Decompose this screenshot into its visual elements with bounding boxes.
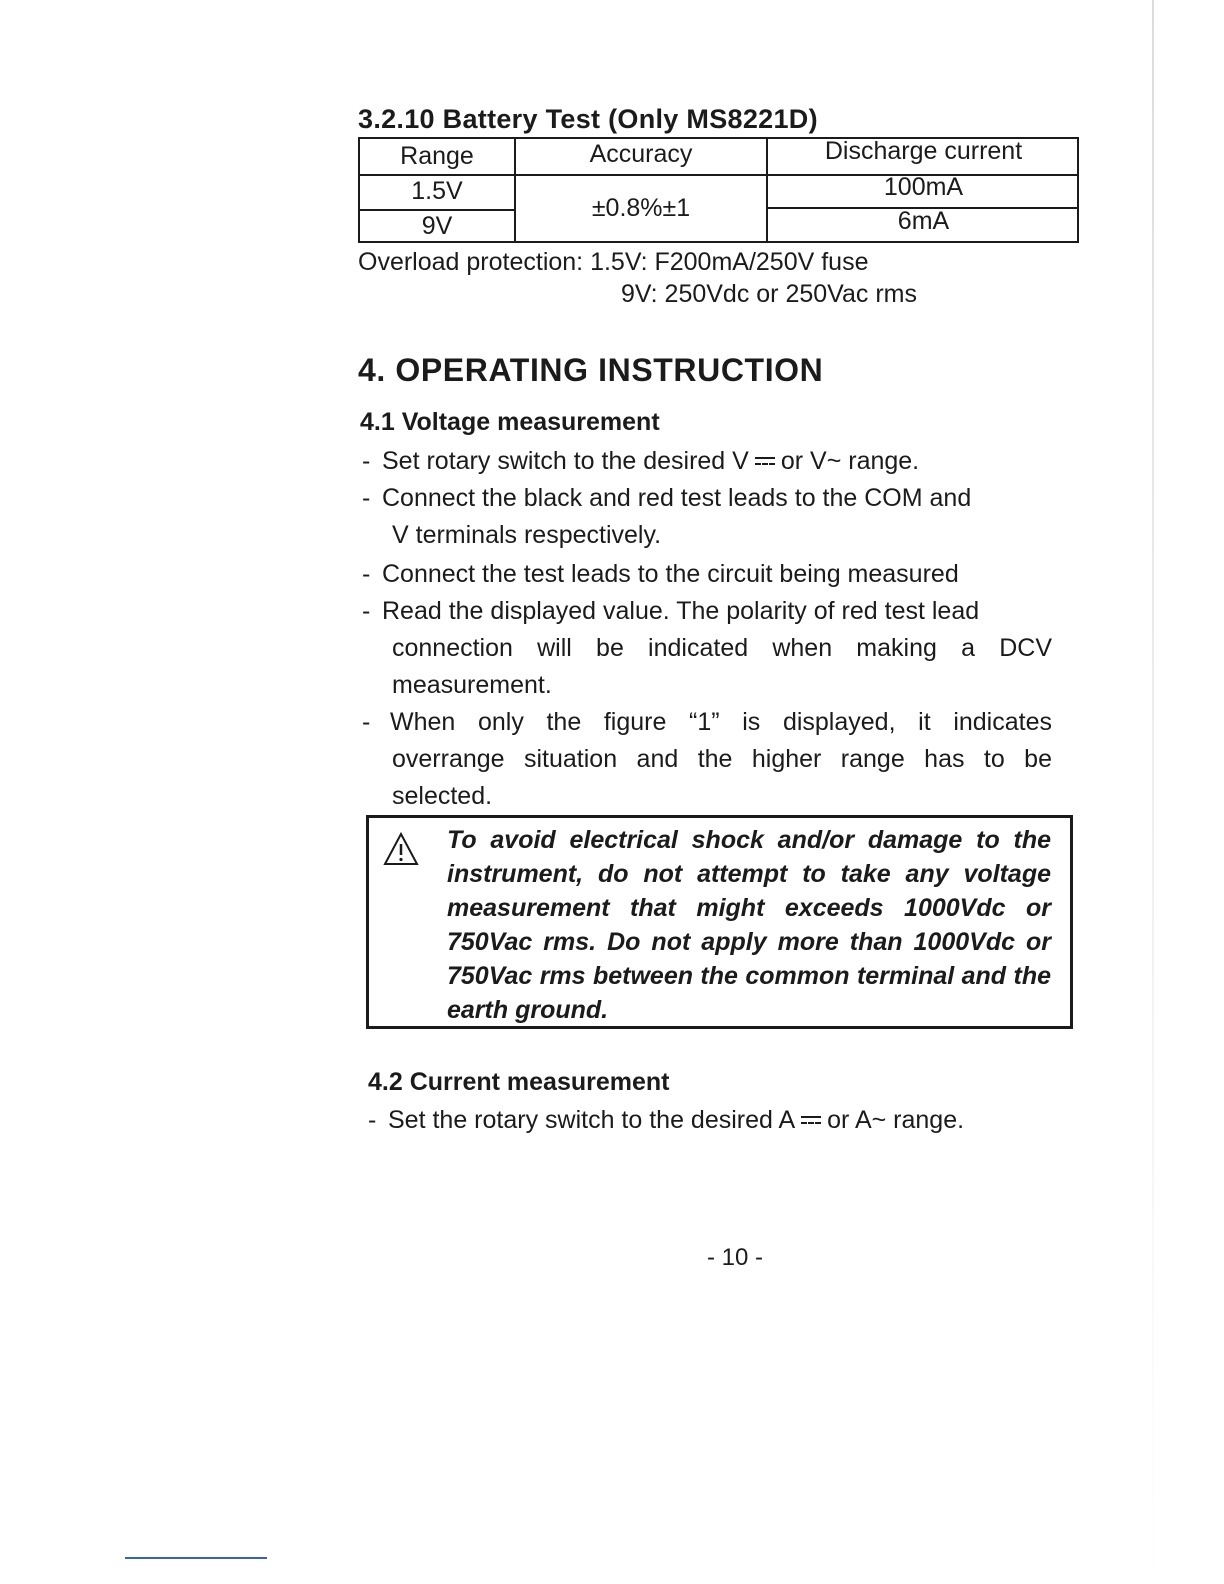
page-edge (1152, 0, 1154, 1584)
list-item: - Read the displayed value. The polarity of red test lead connection will be indicated when making a DCV measurement. (362, 597, 1052, 699)
battery-test-table (358, 137, 1079, 243)
table-cell-discharge: 100mA (883, 173, 964, 201)
scan-mark (125, 1557, 267, 1559)
current-measurement-heading: 4.2 Current measurement (368, 1068, 670, 1096)
table-divider (360, 209, 514, 211)
table-cell-range: 9V (421, 212, 453, 240)
list-item: - When only the figure “1” is displayed, it indicates overrange situation and the higher range has to be selected. (362, 708, 1052, 810)
warning-box (366, 815, 1073, 1029)
warning-triangle-icon (383, 832, 419, 866)
list-item: - Set rotary switch to the desired V or V~ range. (362, 447, 920, 475)
table-header-accuracy: Accuracy (589, 140, 693, 168)
dc-symbol-icon (801, 1114, 821, 1128)
table-header-discharge: Discharge current (824, 137, 1023, 165)
page-number: - 10 - (706, 1244, 763, 1271)
battery-test-heading: 3.2.10 Battery Test (Only MS8221D) (358, 104, 818, 134)
list-item: - Connect the black and red test leads to the COM and V terminals respectively. (362, 484, 972, 549)
overload-protection-line-2: 9V: 250Vdc or 250Vac rms (621, 280, 917, 308)
operating-instruction-heading: 4. OPERATING INSTRUCTION (358, 352, 824, 388)
voltage-measurement-heading: 4.1 Voltage measurement (360, 408, 660, 436)
dc-symbol-icon (755, 455, 775, 469)
table-header-range: Range (400, 142, 474, 170)
warning-text: To avoid electrical shock and/or damage to the instrument, do not attempt to take any voltage measurement that might exceeds 1000Vdc or 750Vac rms. Do not apply more than 1000Vdc or 750Vac rms between the common terminal and the earth ground. (447, 826, 1051, 1024)
list-item: - Connect the test leads to the circuit being measured (362, 560, 959, 588)
overload-protection-line: Overload protection: 1.5V: F200mA/250V fuse (358, 248, 869, 276)
list-item: - Set the rotary switch to the desired A or A~ range. (368, 1106, 965, 1134)
table-cell-range: 1.5V (411, 177, 463, 205)
table-cell-accuracy: ±0.8%±1 (591, 194, 691, 222)
table-cell-discharge: 6mA (897, 207, 950, 235)
